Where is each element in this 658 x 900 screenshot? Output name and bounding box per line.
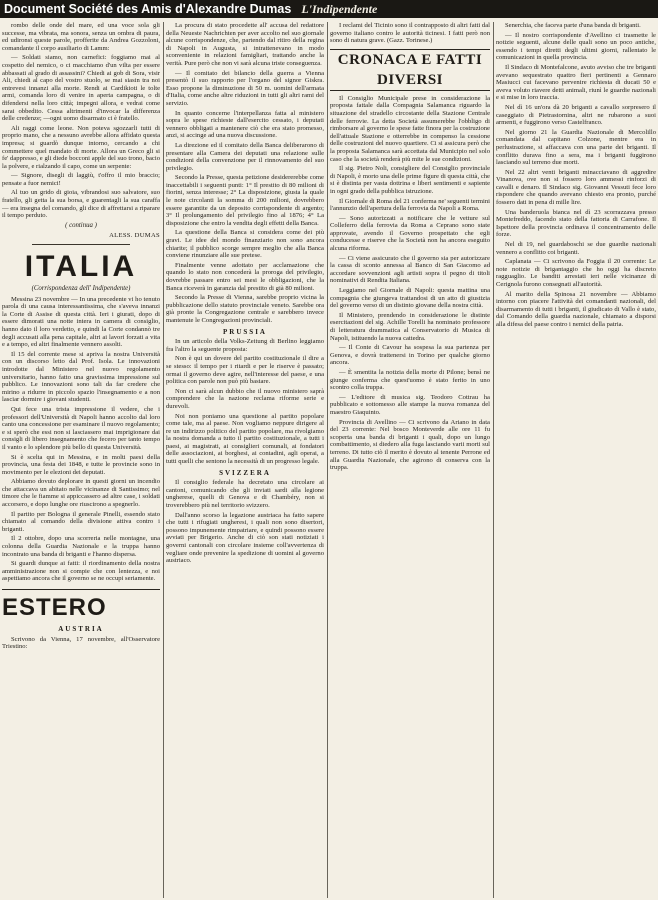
article-paragraph: Nel giorno 21 la Guardia Nazionale di Mercolillo comandata dal capitano Colzone, mentre era in perlustrazione, si affaccava con una parte dei briganti. Il conflitto durava fino a sera, ma i briganti fuggirono lasciando sul terreno due morti. xyxy=(496,128,656,167)
article-paragraph: Il Sindaco di Montefalcone, avuto avviso che tre briganti avevano sequestrato quattro fieri pertinenti a Gennaro Masiucci cui facevano pervenire richiesta di ducati 50 e aveva voluto riavere detti animali, riunì le guardie nazionali e si mise in loro traccia. xyxy=(496,63,656,102)
article-paragraph: Una banderuola bianca nel dì 23 scorrazzava presso Montefreddo, facendo stato della fattoria di Carrafone. Il Ispettore della provincia ordinava il concentramento delle forze. xyxy=(496,208,656,239)
article-paragraph: Secondo la Presse di Vienna, sarebbe proprio vicina la pubblicazione dello statuto provinciale veneto. Sarebbe ora già pronte la Congregazione centrale e sarebbero invece mantenute le Congregazioni provinciali. xyxy=(166,294,324,324)
article-paragraph: I reclami del Ticinio sono il contrapposto di altri fatti dal governo italiano contro le autorità ticinesi. I fatti però non sono di natura grave. (Gazz. Torinese.) xyxy=(330,22,490,45)
article-paragraph: Al tuo un grido di gioia, vibrandosi suo salvatore, suo fratello, gli getta la sua borsa, e guarentagli la sua caraffa — era insegna del comando, gli dice di affrettarsi a riparare il tempo perduto. xyxy=(2,189,160,220)
article-paragraph: Nel dì 16 un'ora dà 20 briganti a cavallo sorpresero il caseggiato di Pietrastornina, altri ne rubarono a suoi armenti, e fuggirono verso Castelfranco. xyxy=(496,103,656,127)
article-paragraph: In quanto concerne l'interpellanza fatta al ministero sopra le spese richieste dall'esercito cessato, i deputati vennero obbligati a mantenere ciò che era stato promesso, anzi, si accinge ad una nuova discussione. xyxy=(166,109,324,140)
italia-subheading: (Corrispondenza dell' Indipendente) xyxy=(31,285,131,293)
article-paragraph: Il Giornale di Roma del 21 conferma ne' seguenti termini l'annunzio dell'apertura della ferrovia da Napoli a Roma. xyxy=(330,197,490,213)
article-paragraph: — Signore, disegli di laggiù, t'offro il mio braccio; pensate a fuor nemici! xyxy=(2,172,160,187)
svizzera-heading: SVIZZERA xyxy=(219,468,271,477)
article-paragraph: — Il Conte di Cavour ha sospesa la sua partenza per Genova, e dovrà trattenersi in Torino per qualche giorno ancora. xyxy=(330,344,490,367)
prussia-article xyxy=(166,338,324,466)
column-4 xyxy=(496,22,656,898)
cronaca-heading: CRONACA E FATTI DIVERSI xyxy=(330,49,490,91)
article-paragraph: La procura di stato procedette all' accusa del redattore della Neueste Nachrichten per aver accolto nel suo giornale alcune corrispondenze, che, partendo dal ritiro della regina di Napoli in Augusta, si intrattenevano in modo sconveniente in relazioni famigliari, trattando anche la verità. Pure però che non vi sarà alcuna triste conseguenza. xyxy=(166,22,324,67)
article-paragraph: La questione della Banca si considera come dei più gravi. Le idee del mondo finanziario non sono ancora chiarite; il pubblico scorge sempre meglio che alla Banca conviene rinunziare alle sue pretese. xyxy=(166,229,324,260)
austria-paragraph: Scrivono da Vienna, 17 novembre, all'Osservatore Triestino: xyxy=(2,635,160,651)
article-paragraph: rombo delle onde del mare, ed una voce sola gli successe, ma vibrata, ma sonora, senza un ombra di paura, ed udironsi queste parole, profferite da Andrea Gozzoloni, comandante il corpo ausiliario di Lamm: xyxy=(2,22,160,52)
section-divider xyxy=(32,244,130,245)
article-paragraph: Noi non poniamo una questione al partito popolare come tale, ma al paese. Non vogliamo neppure dirigere al re un indirizzo politico del partito popolare, ma rivolgiamo la nostra domanda a tutto il partito costituzionale, a tutti i paesi, ai magistrati, ai consiglieri comunali, ai fondatori delle associazioni, ai borghesi, ai contadini, agli operai, a tutti quelli che sentono la necessità di un progresso legale. xyxy=(166,412,324,466)
article-paragraph: Si guardi dunque ai fatti: il riordinamento della nostra amministrazione non si compie che con lentezza, e noi aspettiamo ancora che il governo se ne occupi seriamente. xyxy=(2,560,160,583)
article-paragraph: Il 15 del corrente mese si apriva la nostra Università con un discorso letto dal Prof. Isola. Le innovazioni introdotte dal Ministero nel nuovo regolamento universitario, hanno fatto una gravissima impressione sul pubblico. Le innovazioni sono tali da far credere che mirino a ridurre in piccolo spazio l'insegnamento e a non lasciar dormire i giovani studenti. xyxy=(2,350,160,404)
austria-heading: AUSTRIA xyxy=(58,625,104,633)
cronaca-article xyxy=(330,95,490,472)
column-rule xyxy=(493,22,494,898)
article-paragraph: Si è scelta qui in Messina, e in molti paesi della provincia, una festa dei 1848, e tutte le provincie sono in movimento per le elezioni dei deputati. xyxy=(2,453,160,476)
column-2 xyxy=(166,22,324,898)
ticino-article xyxy=(330,22,490,45)
article-paragraph: Il 2 ottobre, dopo una scorreria nelle montagne, una colonna della Guardia Nazionale e la truppa hanno incontrato una banda di briganti e l'hanno dispersa. xyxy=(2,535,160,558)
archive-banner-title: Document Société des Amis d'Alexandre Dumas xyxy=(4,2,292,16)
top-banner xyxy=(0,0,658,18)
article-paragraph: Caplanata — Ci scrivono da Foggia il 20 corrente: Le note notizie di brigantaggio che ho oggi ha discreto ragguaglio. Le banditi arrestati ieri nelle vicinanze di Cerignola furono consegnati all'autorità. xyxy=(496,258,656,288)
article-paragraph: — Il comitato dei bilancio della guerra a Vienna presentò il suo rapporto per l'organo del signor Giskra. Esso propone la diminuzione di 50 m. uomini dell'armata d'Italia, come anche altre riduzioni in tutti gli altri rami del servizio. xyxy=(166,69,324,107)
estero-heading: ESTERO xyxy=(2,589,160,622)
article-paragraph: Il sig. Pietro Noli, consigliere del Consiglio provinciale di Napoli, è morto una delle prime figure di questa città, che si è distinta per vasta dottrina e liberi sentimenti e sapiente in ogni grado della pubblica istruzione. xyxy=(330,165,490,195)
article-paragraph: Qui fece una trista impressione il vedere, che i professori dell'Università di Napoli hanno accolto dal loro canto una concessione per esaminare il nuovo regolamento; e si sperò che essi non si lasciassero mai imprigionare dai consigli di libero insegnamento che fecero per tanto tempo il vanto e lo splendore più bello di questa Università. xyxy=(2,405,160,451)
column-1 xyxy=(2,22,160,898)
article-paragraph: Non è qui un dovere del partito costituzionale il dire a se stesso: il tempo per i ritardi e per le riserve è passato; ormai il governo deve agire, nell'interesse del paese, e una politica con parole non può più bastare. xyxy=(166,355,324,386)
italia-article xyxy=(2,296,160,583)
article-paragraph: — È smentita la notizia della morte di Pilone; bensì ne giunge conferma che quest'uomo è stato ferito in uno scontro colla truppa. xyxy=(330,368,490,392)
austria-article xyxy=(166,22,324,325)
provincial-news-article xyxy=(496,22,656,329)
article-paragraph: Nel 22 altri venti briganti minacciavano di aggredire Vinanova, ove non si fossero loro ammessi rinforzi di cavalli e denaro. Il Sindaco sig. Giovanni Vessuti fece loro rispondere che quando avevano chiesto era pronto, purché fossero dati in pena di mille lire. xyxy=(496,168,656,207)
article-paragraph: Secondo la Presse, questa petizione desidererebbe come inaccettabili i seguenti punti: 1° Il prestito di 80 milioni di fiorini, senza interesse; 2° La disposizione, giusta la quale le note circolanti la somma di 200 milioni, dovrebbero essere garantite da un deposito corrispondente di argento; 3° Il prolungamento del privilegio fino al 1876; 4° La disposizione che entro la vendita degli effetti della Banca. xyxy=(166,174,324,227)
article-paragraph: Il consiglio federale ha decretato una circolare ai cantoni, comunicando che gli inviati sardi alla legione ungherese, quelli di Genova e di Chambéry, non si troverebbero più nel territorio svizzero. xyxy=(166,479,324,510)
newspaper-page xyxy=(2,22,656,898)
newspaper-masthead: L'Indipendente xyxy=(301,1,378,16)
feuilleton-continua: ( continua ) xyxy=(65,221,97,229)
article-paragraph: Il partito per Bologna il generale Pinelli, essendo stato chiamato al comando della divisione attiva contro i briganti. xyxy=(2,510,160,533)
article-paragraph: Il Consiglio Municipale prese in considerazione la proposta fattale dalla Compagnia Salamanca riguardo la situazione del stradello circostante della Stazione Centrale delle ferrovie. La detta Società assumerebbe l'obbligo di rimborsare al governo le spese fatte finora per la costruzione dell'attuale Stazione e otterrebbe in compenso la cessione delle costruzioni del nuovo quartiere. Ci si assicura però che la proposta Salamanca sarà accettata dal Municipio nel solo caso che la società renderà più mite le sue condizioni. xyxy=(330,94,490,163)
article-paragraph: Provincia di Avellino — Ci scrivono da Ariano in data del 23 corrente: Nel bosco Monteverde alle ore 11 fu scoperta una banda di briganti i quali, dopo un lungo combattimento, si diedero alla fuga lasciando varii morti sul terreno. Di tutto ciò il merito è dovuto al tenente Perrone ed alla Guardia Nazionale, che agirono di conserva con la truppa. xyxy=(330,418,490,472)
column-rule xyxy=(163,22,164,898)
prussia-heading: PRUSSIA xyxy=(223,327,267,336)
column-rule xyxy=(327,22,328,898)
article-paragraph: In un articolo della Volks-Zeitung di Berlino leggiamo fra l'altro la seguente proposta: xyxy=(166,338,324,353)
article-paragraph: Il Ministero, prendendo in considerazione le distinte esercitazioni del sig. Achille Torelli ha nominato professore di letteratura drammatica al Conservatorio di Musica di Napoli, istituendo la nuova cattedra. xyxy=(330,311,490,342)
article-paragraph: — Il nostro corrispondente d'Avellino ci trasmette le notizie seguenti, alcune delle quali sono un poco antiche, essendo i tempi diretti degli ultimi giorni, rallentato le comunicazioni in quella provincia. xyxy=(496,31,656,62)
article-paragraph: Leggiamo nel Giornale di Napoli: questa mattina una compagnia che giungeva trattandosi di un atto di giustizia del governo verso di un distinto giovane della nostra città. xyxy=(330,287,490,310)
article-paragraph: Abbiamo dovuto deplorare in questi giorni un incendio che attaccava un abitato nelle vicinanze di Santissimo; nel timore che le fiamme si appiccassero ad altre case, i soldati accorsero, e dopo lunghe ore riuscirono a spegnerlo. xyxy=(2,478,160,509)
column-3 xyxy=(330,22,490,898)
article-paragraph: Nel di 19, nel guardaboschi se due guardie nazionali vennero a conflitto coi briganti. xyxy=(496,241,656,256)
article-paragraph: Messina 23 novembre — In una precedente vi ho tenuto parola di una causa interessantissima, che s'aveva innanzi la Corte di Assise di questa città. Ieri i giurati, dopo di essere dimorati una notte intera in camera di consiglio, hanno dato il loro verdetto, e quindi la Corte condannò tre degli accusati alla pena capitale, altri ai lavori forzati a vita e a tempo, ed altri finalmente vennero assolti. xyxy=(2,295,160,349)
feuilleton-text xyxy=(2,22,160,220)
svizzera-article xyxy=(166,479,324,565)
article-paragraph: — Sono autorizzati a notificare che le vetture sul Colleferro della ferrovia da Roma a Ceprano sono state approvate, avendo il Governo prospettato che egli conducesse e riserve che la Società non ha ancora eseguito alcuna riforma. xyxy=(330,214,490,253)
article-paragraph: — Soldati siamo, non carnefici: foggiamo mai al cospetto del nemico, o ci macchiamo d'un vilta per essere abbassati al grado di assassini? Chiedi ai gob di Sora, visir Ali, chiedi al capo del vostro stuolo, se mai siasin tra noi entrevesi innanzi alla morte. Rendi ai Cardikioti le tolte armi, comanda loro di venire in aperta campagna, o di difendersi nella loro città; impegni allora, e vedrai come sarai obbedito. Cessa altrimenti d'invocar la differenza delle credenze; —ogni uomo disarmato ci è fratello. xyxy=(2,54,160,123)
author-signature: ALESS. DUMAS xyxy=(109,232,160,240)
article-paragraph: — Ci viene assicurato che il governo sia per autorizzare la cassa di sconto annessa al Banco di San Giacomo ad accordare sovvenzioni agli artisti sopra il pegno di titoli nominativi di Rendita Italiana. xyxy=(330,254,490,285)
article-paragraph: La direzione ed il comitato della Banca deliberarono di presentare alla Camera dei deputati una relazione sulle condizioni della convenzione per il rinnovamento del suo privilegio. xyxy=(166,141,324,172)
article-paragraph: — L'editore di musica sig. Teodoro Cottrau ha pubblicato e sottomesso alle stampe la nuova romanza del maestro Giaquinto. xyxy=(330,393,490,416)
article-paragraph: Al marito della Spinosa 21 novembre — Abbiamo intorno con piacere l'attività dei comandanti nazionali, del disarmamento di tutti i briganti, il giudicato di Vallo è stato, dal Comando della guardia nazionale, chiamato a disporsi alla difesa del paese contro i nemici della patria. xyxy=(496,290,656,328)
article-paragraph: Non ci sarà alcun dubbio che il nuovo ministero saprà comprendere che la nazione reclama riforme serie e durevoli. xyxy=(166,387,324,410)
article-paragraph: Finalmente venne adottato per acclamazione che quando lo stato non concederà la proroga del privilegio, dovrebbe passare entro sei mesi le obbligazioni, che la Banca riceverà in garanzia dal prestito di già 80 milioni. xyxy=(166,261,324,292)
article-paragraph: Dall'anno scorso la legazione austriaca ha fatto sapere che tutti i rifugiati ungheresi, i quali non sono disertori, possono impunemente rimpatriare, e quindi possono essere avviati per Brigerio. Anche di ciò son stati notiziati i governi cantonali con circolare insieme coll'avvertenza di vegliare onde prevenire la spedizione di uomini al governo austriaco. xyxy=(166,511,324,565)
article-paragraph: Senerchia, che faceva parte d'una banda di briganti. xyxy=(505,22,641,29)
italia-heading: ITALIA xyxy=(24,250,138,284)
article-paragraph: Ali raggi come leone. Non poteva sgozzarli tutti di proprio mano, che a nessuno avrebbe allora affidato questa impresa; si guardò dunque intorno, cercando a chi commettere quel mandato di morte. Allora un Greco gli si fe' dappresso, e gli diede bocconi apple del suo trono, bacio la polvere, e rialzando il capo, come un serpente: xyxy=(2,124,160,170)
